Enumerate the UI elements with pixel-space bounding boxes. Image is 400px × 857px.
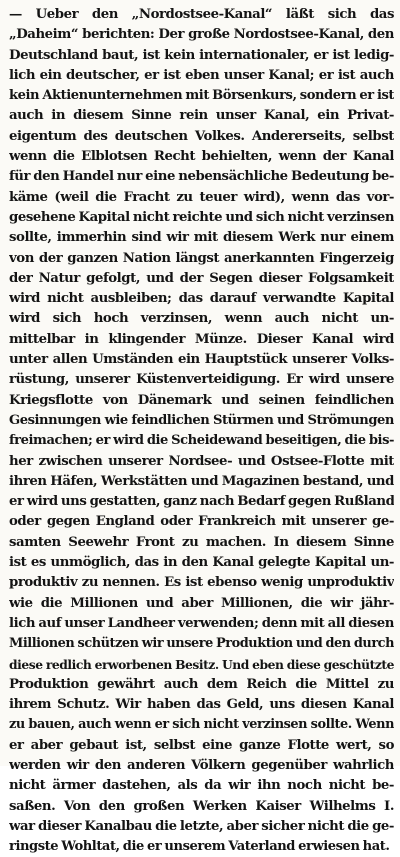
text-line: gesehene Kapital nicht reichte und sich nicht verzinsen <box>9 209 394 225</box>
text-line: rüstung, unserer Küstenverteidigung. Er wird unsere <box>9 372 394 388</box>
text-line: käme (weil die Fracht zu teuer wird), wenn das vor- <box>9 189 394 205</box>
text-line: sollte, immerhin sind wir mit diesem Werk nur einem <box>9 230 394 246</box>
text-line: werden wir den anderen Völkern gegenüber wahrlich <box>9 757 394 773</box>
text-line: lich auf unser Landheer verwenden; denn mit all diesen <box>9 615 394 631</box>
text-line: nicht ärmer dastehen, als da wir ihn noch nicht be- <box>9 778 394 794</box>
text-line: Kriegsflotte von Dänemark und seinen feindlichen <box>9 392 394 408</box>
text-line: eigentum des deutschen Volkes. Andererseits, selbst <box>9 128 394 144</box>
text-line: wie die Millionen und aber Millionen, die wir jähr- <box>9 595 394 611</box>
text-line: ihrem Schutz. Wir haben das Geld, uns diesen Kanal <box>9 697 394 713</box>
text-line: oder gegen England oder Frankreich mit unserer ge- <box>9 514 394 530</box>
text-line: wird sich hoch verzinsen, wenn auch nicht un- <box>9 311 394 327</box>
text-line: ist es unmöglich, das in den Kanal gelegte Kapital un- <box>9 555 394 571</box>
text-line: ihren Häfen, Werkstätten und Magazinen bestand, und <box>9 473 394 489</box>
text-line: ringste Wohltat, die er unserem Vaterland erwiesen hat. <box>9 839 390 855</box>
text-line: kein Aktienunternehmen mit Börsenkurs, sondern er ist <box>9 88 394 104</box>
text-line: samten Seewehr Front zu machen. In diesem Sinne <box>9 534 394 550</box>
text-line: her zwischen unserer Nordsee- und Ostsee-Flotte mit <box>9 453 394 469</box>
text-line: lich ein deutscher, er ist eben unser Kanal; er ist auch <box>9 67 394 83</box>
text-line: produktiv zu nennen. Es ist ebenso wenig unproduktiv <box>9 575 394 591</box>
text-line: er aber gebaut ist, selbst eine ganze Flotte wert, so <box>9 737 394 753</box>
text-line: für den Handel nur eine nebensächliche Bedeutung be- <box>9 169 394 185</box>
text-line: war dieser Kanalbau die letzte, aber sicher nicht die ge- <box>9 818 394 834</box>
text-line: auch in diesem Sinne rein unser Kanal, ein Privat- <box>9 108 394 124</box>
text-line: unter allen Umständen ein Hauptstück unserer Volks- <box>9 352 394 368</box>
text-line: diese redlich erworbenen Besitz. Und eben diese geschützte <box>9 656 394 672</box>
text-line: wird nicht ausbleiben; das darauf verwandte Kapital <box>9 291 394 307</box>
text-line: „Daheim“ berichten: Der große Nordostsee-Kanal, den <box>9 27 394 43</box>
text-line: — Ueber den „Nordostsee-Kanal“ läßt sich das <box>9 7 394 22</box>
text-line: Millionen schützen wir unsere Produktion und den durch <box>9 636 394 652</box>
text-line: freimachen; er wird die Scheidewand beseitigen, die bis- <box>9 433 394 449</box>
text-line: Deutschland baut, ist kein internationaler, er ist ledig- <box>9 47 394 63</box>
article-text <box>9 5 394 857</box>
text-line: der Natur gefolgt, und der Segen dieser Folgsamkeit <box>9 270 394 286</box>
text-line: zu bauen, auch wenn er sich nicht verzinsen sollte. Wenn <box>9 717 394 733</box>
text-line: Gesinnungen wie feindlichen Stürmen und Strömungen <box>9 412 394 428</box>
text-line: Produktion gewährt auch dem Reich die Mittel zu <box>9 676 394 692</box>
text-line: von der ganzen Nation längst anerkannten Fingerzeig <box>9 250 394 266</box>
text-line: wenn die Elblotsen Recht behielten, wenn der Kanal <box>9 149 394 165</box>
text-line: er wird uns gestatten, ganz nach Bedarf gegen Rußland <box>9 494 394 510</box>
text-line: mittelbar in klingender Münze. Dieser Kanal wird <box>9 331 394 347</box>
text-line: saßen. Von den großen Werken Kaiser Wilhelms I. <box>9 798 394 814</box>
